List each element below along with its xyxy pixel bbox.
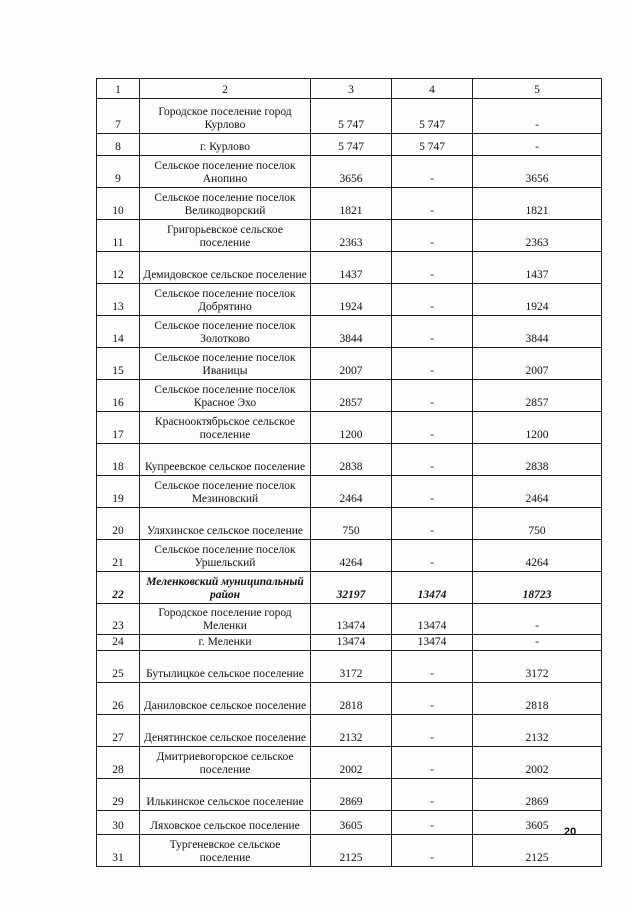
row-number-cell: 8 [97, 134, 140, 156]
column-3-cell: 2007 [311, 348, 392, 380]
column-4-cell: - [392, 348, 473, 380]
column-5-cell: 1200 [473, 412, 602, 444]
settlement-name-cell: Денятинское сельское поселение [140, 715, 311, 747]
row-number-cell: 20 [97, 508, 140, 540]
column-5-cell: 2838 [473, 444, 602, 476]
column-4-cell: - [392, 284, 473, 316]
table-row [97, 476, 602, 508]
column-5-cell: 2464 [473, 476, 602, 508]
column-5-cell: 18723 [473, 572, 602, 604]
row-number-cell: 28 [97, 747, 140, 779]
column-5-cell: - [473, 134, 602, 156]
column-3-cell: 750 [311, 508, 392, 540]
header-cell: 5 [473, 79, 602, 99]
column-5-cell: 2869 [473, 779, 602, 811]
row-number-cell: 11 [97, 220, 140, 252]
row-number-cell: 17 [97, 412, 140, 444]
table-row [97, 188, 602, 220]
row-number-cell: 16 [97, 380, 140, 412]
column-3-cell: 3844 [311, 316, 392, 348]
column-3-cell: 13474 [311, 604, 392, 635]
header-cell: 2 [140, 79, 311, 99]
column-5-cell: 1924 [473, 284, 602, 316]
row-number-cell: 26 [97, 683, 140, 715]
table-row [97, 412, 602, 444]
settlement-name-cell: Даниловское сельское поселение [140, 683, 311, 715]
row-number-cell: 18 [97, 444, 140, 476]
settlement-name-cell: Ляховское сельское поселение [140, 811, 311, 835]
table-row [97, 284, 602, 316]
settlement-name-cell: г. Меленки [140, 635, 311, 651]
settlement-name-cell: Демидовское сельское поселение [140, 252, 311, 284]
column-5-cell: - [473, 635, 602, 651]
column-4-cell: - [392, 779, 473, 811]
row-number-cell: 15 [97, 348, 140, 380]
table-row [97, 316, 602, 348]
column-4-cell: 13474 [392, 604, 473, 635]
table-row [97, 604, 602, 635]
table-row [97, 99, 602, 134]
column-5-cell: 2125 [473, 835, 602, 867]
header-row [97, 79, 602, 99]
table-row [97, 635, 602, 651]
row-number-cell: 22 [97, 572, 140, 604]
table-row [97, 835, 602, 867]
row-number-cell: 31 [97, 835, 140, 867]
row-number-cell: 29 [97, 779, 140, 811]
column-4-cell: - [392, 811, 473, 835]
column-4-cell: 5 747 [392, 99, 473, 134]
column-3-cell: 2002 [311, 747, 392, 779]
column-4-cell: - [392, 444, 473, 476]
column-3-cell: 2464 [311, 476, 392, 508]
settlement-name-cell: Сельское поселение поселок Красное Эхо [140, 380, 311, 412]
row-number-cell: 14 [97, 316, 140, 348]
column-3-cell: 32197 [311, 572, 392, 604]
column-5-cell: - [473, 99, 602, 134]
column-4-cell: - [392, 540, 473, 572]
row-number-cell: 19 [97, 476, 140, 508]
table-row [97, 683, 602, 715]
column-5-cell: 750 [473, 508, 602, 540]
column-3-cell: 13474 [311, 635, 392, 651]
settlement-name-cell: Сельское поселение поселок Уршельский [140, 540, 311, 572]
column-5-cell: 2002 [473, 747, 602, 779]
column-3-cell: 2838 [311, 444, 392, 476]
column-4-cell: - [392, 747, 473, 779]
settlement-name-cell: Дмитриевогорское сельское поселение [140, 747, 311, 779]
column-3-cell: 2869 [311, 779, 392, 811]
column-4-cell: - [392, 220, 473, 252]
settlement-name-cell: Меленковский муниципальный район [140, 572, 311, 604]
column-4-cell: - [392, 651, 473, 683]
row-number-cell: 25 [97, 651, 140, 683]
column-5-cell: 1821 [473, 188, 602, 220]
settlement-name-cell: Сельское поселение поселок Золотково [140, 316, 311, 348]
table-row [97, 220, 602, 252]
column-5-cell: 4264 [473, 540, 602, 572]
header-cell: 1 [97, 79, 140, 99]
column-3-cell: 1924 [311, 284, 392, 316]
table-row [97, 651, 602, 683]
column-3-cell: 2857 [311, 380, 392, 412]
table-row [97, 779, 602, 811]
settlement-name-cell: Сельское поселение поселок Анопино [140, 156, 311, 188]
settlement-name-cell: Григорьевское сельское поселение [140, 220, 311, 252]
column-3-cell: 4264 [311, 540, 392, 572]
column-5-cell: - [473, 604, 602, 635]
column-3-cell: 5 747 [311, 99, 392, 134]
row-number-cell: 24 [97, 635, 140, 651]
table-row [97, 134, 602, 156]
column-5-cell: 2857 [473, 380, 602, 412]
column-3-cell: 3605 [311, 811, 392, 835]
column-4-cell: - [392, 508, 473, 540]
column-3-cell: 2132 [311, 715, 392, 747]
column-3-cell: 1200 [311, 412, 392, 444]
table-row [97, 508, 602, 540]
row-number-cell: 9 [97, 156, 140, 188]
column-3-cell: 2363 [311, 220, 392, 252]
header-cell: 3 [311, 79, 392, 99]
page-number: 20 [564, 826, 577, 838]
column-5-cell: 3172 [473, 651, 602, 683]
settlement-name-cell: Городское поселение город Курлово [140, 99, 311, 134]
table-row [97, 348, 602, 380]
column-5-cell: 3656 [473, 156, 602, 188]
column-5-cell: 2007 [473, 348, 602, 380]
table-row [97, 747, 602, 779]
column-3-cell: 3656 [311, 156, 392, 188]
column-5-cell: 2132 [473, 715, 602, 747]
settlement-name-cell: Купреевское сельское поселение [140, 444, 311, 476]
column-4-cell: 13474 [392, 635, 473, 651]
row-number-cell: 27 [97, 715, 140, 747]
column-3-cell: 5 747 [311, 134, 392, 156]
column-5-cell: 3605 [473, 811, 602, 835]
row-number-cell: 23 [97, 604, 140, 635]
settlement-name-cell: Сельское поселение поселок Добрятино [140, 284, 311, 316]
table-body [97, 79, 602, 867]
column-3-cell: 1821 [311, 188, 392, 220]
row-number-cell: 21 [97, 540, 140, 572]
table-row [97, 156, 602, 188]
settlement-name-cell: Илькинское сельское поселение [140, 779, 311, 811]
column-5-cell: 3844 [473, 316, 602, 348]
header-cell: 4 [392, 79, 473, 99]
settlement-name-cell: Сельское поселение поселок Великодворский [140, 188, 311, 220]
settlement-name-cell: Уляхинское сельское поселение [140, 508, 311, 540]
settlement-name-cell: Сельское поселение поселок Мезиновский [140, 476, 311, 508]
table-row [97, 811, 602, 835]
column-4-cell: - [392, 380, 473, 412]
column-4-cell: - [392, 156, 473, 188]
row-number-cell: 12 [97, 252, 140, 284]
column-4-cell: - [392, 252, 473, 284]
row-number-cell: 10 [97, 188, 140, 220]
column-3-cell: 2818 [311, 683, 392, 715]
settlement-name-cell: Сельское поселение поселок Иваницы [140, 348, 311, 380]
column-5-cell: 1437 [473, 252, 602, 284]
row-number-cell: 30 [97, 811, 140, 835]
row-number-cell: 7 [97, 99, 140, 134]
column-4-cell: - [392, 316, 473, 348]
column-4-cell: 5 747 [392, 134, 473, 156]
population-table [96, 78, 602, 867]
column-5-cell: 2363 [473, 220, 602, 252]
row-number-cell: 13 [97, 284, 140, 316]
column-3-cell: 2125 [311, 835, 392, 867]
table-row [97, 572, 602, 604]
settlement-name-cell: Тургеневское сельское поселение [140, 835, 311, 867]
table-row [97, 252, 602, 284]
settlement-name-cell: Бутылицкое сельское поселение [140, 651, 311, 683]
settlement-name-cell: Краснооктябрьское сельское поселение [140, 412, 311, 444]
column-4-cell: - [392, 188, 473, 220]
column-5-cell: 2818 [473, 683, 602, 715]
column-4-cell: - [392, 683, 473, 715]
table-row [97, 444, 602, 476]
column-3-cell: 3172 [311, 651, 392, 683]
table-row [97, 715, 602, 747]
column-4-cell: - [392, 412, 473, 444]
table-row [97, 380, 602, 412]
settlement-name-cell: Городское поселение город Меленки [140, 604, 311, 635]
column-4-cell: - [392, 476, 473, 508]
column-3-cell: 1437 [311, 252, 392, 284]
table-row [97, 540, 602, 572]
column-4-cell: 13474 [392, 572, 473, 604]
settlement-name-cell: г. Курлово [140, 134, 311, 156]
column-4-cell: - [392, 835, 473, 867]
column-4-cell: - [392, 715, 473, 747]
